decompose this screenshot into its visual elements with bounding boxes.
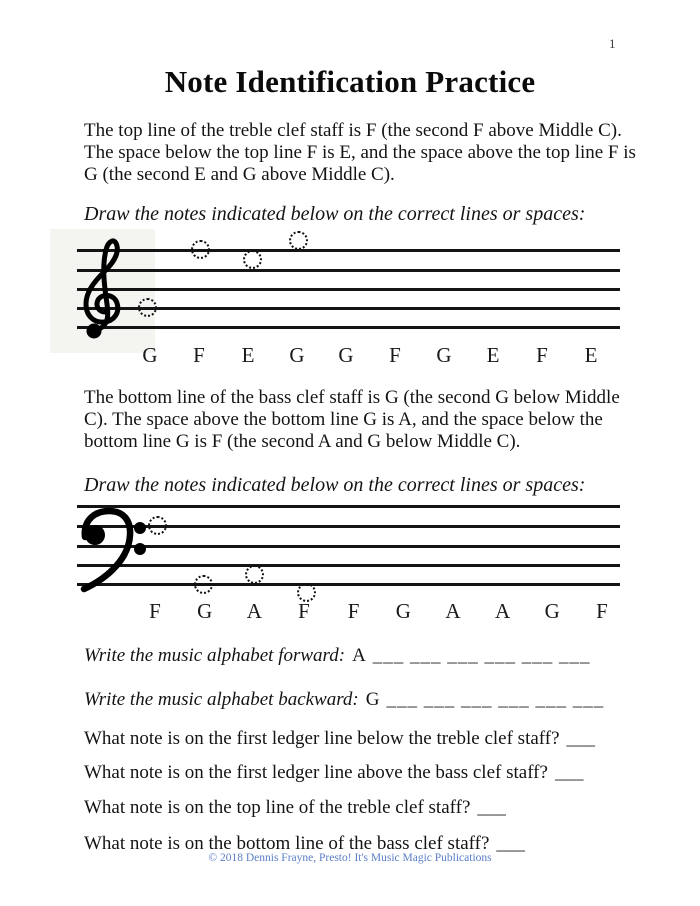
treble-clef-icon xyxy=(82,236,126,348)
note-hint-circle xyxy=(245,565,264,584)
note-label: G xyxy=(142,343,158,367)
page-title: Note Identification Practice xyxy=(164,64,536,99)
paragraph-line: bottom line G is F (the second A and G below Middle C). xyxy=(84,431,521,452)
question-ledger-below-treble xyxy=(84,728,664,750)
note-label: A xyxy=(246,599,262,623)
alphabet-backward-blanks: ___ ___ ___ ___ ___ ___ xyxy=(386,689,605,710)
paragraph-line: C). The space above the bottom line G is A, and the space below the xyxy=(84,409,603,430)
alphabet-forward-start: A xyxy=(352,645,366,666)
bass-note-letters xyxy=(135,599,622,624)
note-label: E xyxy=(486,343,500,367)
note-hint-circle xyxy=(194,575,213,594)
note-label: G xyxy=(338,343,354,367)
note-label: F xyxy=(389,343,401,367)
alphabet-forward-label: Write the music alphabet forward: xyxy=(84,645,346,666)
staff-line xyxy=(77,583,620,586)
note-label: F xyxy=(149,599,161,623)
staff-line xyxy=(77,269,620,272)
note-label: E xyxy=(584,343,598,367)
question-text: What note is on the top line of the treble clef staff? xyxy=(84,797,471,818)
answer-blank: ___ xyxy=(554,762,584,783)
note-label: F xyxy=(193,343,205,367)
note-label: G xyxy=(197,599,213,623)
answer-blank: ___ xyxy=(496,833,525,854)
alphabet-forward-line xyxy=(84,645,664,667)
note-label: G xyxy=(395,599,411,623)
alphabet-forward-blanks: ___ ___ ___ ___ ___ ___ xyxy=(372,645,591,666)
footer-credit: © 2018 Dennis Frayne, Presto! It's Music Magic Publications xyxy=(208,852,492,864)
note-label: G xyxy=(544,599,560,623)
note-hint-circle xyxy=(191,240,210,259)
staff-line xyxy=(77,326,620,329)
alphabet-backward-start: G xyxy=(365,689,380,710)
note-hint-circle xyxy=(148,516,167,535)
note-hint-circle xyxy=(289,231,308,250)
paragraph-line: G (the second E and G above Middle C). xyxy=(84,164,395,185)
note-label: F xyxy=(298,599,310,623)
staff-line xyxy=(77,505,620,508)
bass-clef-icon xyxy=(72,505,150,597)
staff-line xyxy=(77,545,620,548)
note-hint-circle xyxy=(138,298,157,317)
question-ledger-above-bass xyxy=(84,762,664,784)
alphabet-backward-label: Write the music alphabet backward: xyxy=(84,689,359,710)
note-label: G xyxy=(436,343,452,367)
staff-line xyxy=(77,249,620,252)
draw-notes-instruction-treble: Draw the notes indicated below on the correct lines or spaces: xyxy=(84,203,586,225)
staff-line xyxy=(77,307,620,310)
question-text: What note is on the first ledger line above the bass clef staff? xyxy=(84,762,548,783)
note-label: G xyxy=(289,343,305,367)
note-label: F xyxy=(536,343,548,367)
paragraph-line: The space below the top line F is E, and the space above the top line F is xyxy=(84,142,636,163)
note-label: A xyxy=(495,599,511,623)
paragraph-line: The bottom line of the bass clef staff is G (the second G below Middle xyxy=(84,387,620,408)
note-label: F xyxy=(596,599,608,623)
note-hint-circle xyxy=(243,250,262,269)
question-text: What note is on the first ledger line below the treble clef staff? xyxy=(84,728,560,749)
note-label: E xyxy=(241,343,255,367)
answer-blank: ___ xyxy=(566,728,596,749)
note-label: F xyxy=(347,599,360,623)
draw-notes-instruction-bass: Draw the notes indicated below on the correct lines or spaces: xyxy=(84,474,586,496)
bass-intro-paragraph xyxy=(84,387,644,453)
alphabet-backward-line xyxy=(84,689,664,711)
note-label: A xyxy=(445,599,461,623)
staff-line xyxy=(77,564,620,567)
question-top-line-treble xyxy=(84,797,664,819)
staff-line xyxy=(77,288,620,291)
paragraph-line: The top line of the treble clef staff is F (the second F above Middle C). xyxy=(84,120,622,141)
question-text: What note is on the bottom line of the bass clef staff? xyxy=(84,833,490,854)
page-number: 1 xyxy=(609,36,616,51)
treble-note-letters xyxy=(130,343,611,368)
answer-blank: ___ xyxy=(477,797,506,818)
treble-intro-paragraph xyxy=(84,120,644,186)
